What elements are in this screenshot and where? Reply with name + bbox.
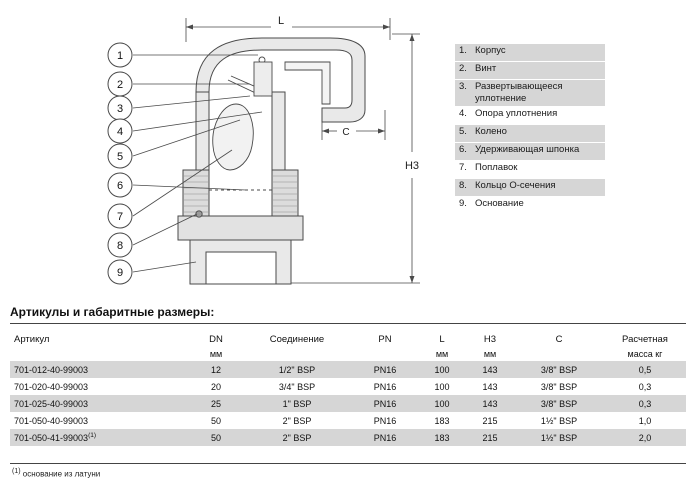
callout-9: 9: [116, 267, 124, 279]
table-row: [10, 412, 686, 429]
table-rule-top: [10, 323, 686, 324]
col-header-connection: Соединение: [269, 333, 325, 345]
col-header-article: Артикул: [14, 333, 50, 345]
callout-6: 6: [116, 180, 124, 192]
elbow-outline: [285, 62, 330, 104]
legend-number: 9.: [459, 198, 467, 209]
table-title: Артикулы и габаритные размеры:: [10, 305, 215, 319]
table-rule-bottom: [10, 463, 686, 464]
legend-label: Винт: [475, 63, 497, 74]
cell-h3: 215: [482, 415, 498, 426]
col-header-dn: DN: [209, 333, 223, 345]
cell-pn: PN16: [373, 364, 397, 375]
legend-item-7: [455, 161, 605, 178]
cell-l: 100: [434, 398, 450, 409]
cell-l: 100: [434, 364, 450, 375]
cell-article: 701-050-40-99003: [14, 415, 89, 426]
legend-item-2: [455, 62, 605, 79]
callout-5: 5: [116, 151, 124, 163]
cell-l: 183: [434, 415, 450, 426]
cell-dn: 50: [210, 432, 221, 443]
cell-weight: 0,5: [638, 364, 652, 375]
callout-8: 8: [116, 240, 124, 252]
legend-item-3: [455, 80, 605, 106]
legend-number: 6.: [459, 144, 467, 155]
col-unit-article: [10, 347, 190, 361]
col-header-l: L: [439, 333, 445, 345]
callout-1: 1: [116, 50, 124, 62]
footnote-marker: (1): [88, 432, 97, 439]
cell-article: [10, 429, 190, 446]
cell-c: 1½" BSP: [540, 432, 578, 443]
cell-weight: 1,0: [638, 415, 652, 426]
cell-article: 701-025-40-99003: [14, 398, 89, 409]
cell-l: 183: [434, 432, 450, 443]
cell-connection: 2" BSP: [282, 415, 312, 426]
col-unit-c: [514, 347, 604, 361]
cell-dn: 20: [210, 381, 221, 392]
cell-h3: 215: [482, 432, 498, 443]
cell-c: 3/8" BSP: [540, 381, 578, 392]
table-row: [10, 378, 686, 395]
callout-2: 2: [116, 79, 124, 91]
legend-label: Опора уплотнения: [475, 108, 558, 119]
cell-c: 3/8" BSP: [540, 364, 578, 375]
col-unit-pn: [352, 347, 418, 361]
cell-dn: 25: [210, 398, 221, 409]
legend-item-8: [455, 179, 605, 196]
legend-item-9: [455, 197, 605, 214]
cell-pn: PN16: [373, 398, 397, 409]
legend-number: 2.: [459, 63, 467, 74]
col-unit-connection: [242, 347, 352, 361]
table-row: [10, 429, 686, 446]
legend-label: Удерживающая шпонка: [475, 144, 580, 155]
legend-number: 4.: [459, 108, 467, 119]
cell-pn: PN16: [373, 381, 397, 392]
legend-label: Кольцо О-сечения: [475, 180, 556, 191]
cell-weight: 2,0: [638, 432, 652, 443]
cell-dn: 12: [210, 364, 221, 375]
callout-bubbles: [108, 43, 132, 284]
cell-connection: 3/4" BSP: [278, 381, 316, 392]
col-header-weight: Расчетная: [622, 333, 668, 345]
cell-weight: 0,3: [638, 398, 652, 409]
legend-item-5: [455, 125, 605, 142]
cell-h3: 143: [482, 381, 498, 392]
cell-connection: 2" BSP: [282, 432, 312, 443]
col-unit-h3: мм: [483, 349, 497, 359]
legend-item-1: [455, 44, 605, 61]
cell-article: 701-020-40-99003: [14, 381, 89, 392]
legend-number: 8.: [459, 180, 467, 191]
col-unit-dn: мм: [209, 349, 223, 359]
table-units-row: [10, 347, 686, 361]
legend-item-6: [455, 143, 605, 160]
cell-connection: 1/2" BSP: [278, 364, 316, 375]
col-header-h3: H3: [483, 333, 497, 345]
dimension-label-C: C: [342, 127, 350, 138]
legend-label: Колено: [475, 126, 507, 137]
dimension-label-L: L: [277, 15, 285, 27]
legend-label: Основание: [475, 198, 524, 209]
legend-number: 3.: [459, 81, 467, 92]
footnote-text: основание из латуни: [22, 469, 101, 479]
callout-3: 3: [116, 103, 124, 115]
col-header-pn: PN: [378, 333, 392, 345]
cell-article-text: 701-050-41-99003: [14, 433, 89, 443]
col-header-c: C: [555, 333, 563, 345]
col-unit-weight: масса кг: [627, 349, 663, 359]
dimension-label-H3: H3: [404, 160, 420, 172]
cell-article: 701-012-40-99003: [14, 364, 89, 375]
cell-connection: 1" BSP: [282, 398, 312, 409]
callout-7: 7: [116, 211, 124, 223]
table-footnote: [12, 468, 100, 479]
callout-4: 4: [116, 126, 124, 138]
table-header-row: [10, 331, 686, 347]
cell-c: 3/8" BSP: [540, 398, 578, 409]
table-row: [10, 361, 686, 378]
legend-list: [455, 44, 605, 215]
cell-pn: PN16: [373, 415, 397, 426]
col-unit-l: мм: [435, 349, 449, 359]
legend-number: 1.: [459, 45, 467, 56]
legend-label: Развертывающееся уплотнение: [475, 81, 563, 104]
legend-item-4: [455, 107, 605, 124]
cell-pn: PN16: [373, 432, 397, 443]
legend-label: Корпус: [475, 45, 506, 56]
legend-label: Поплавок: [475, 162, 518, 173]
cell-dn: 50: [210, 415, 221, 426]
cell-h3: 143: [482, 364, 498, 375]
cell-c: 1½" BSP: [540, 415, 578, 426]
footnote-mark: (1): [12, 468, 21, 475]
specifications-table: [10, 331, 686, 446]
cell-h3: 143: [482, 398, 498, 409]
cell-l: 100: [434, 381, 450, 392]
legend-number: 5.: [459, 126, 467, 137]
cell-weight: 0,3: [638, 381, 652, 392]
legend-number: 7.: [459, 162, 467, 173]
table-row: [10, 395, 686, 412]
